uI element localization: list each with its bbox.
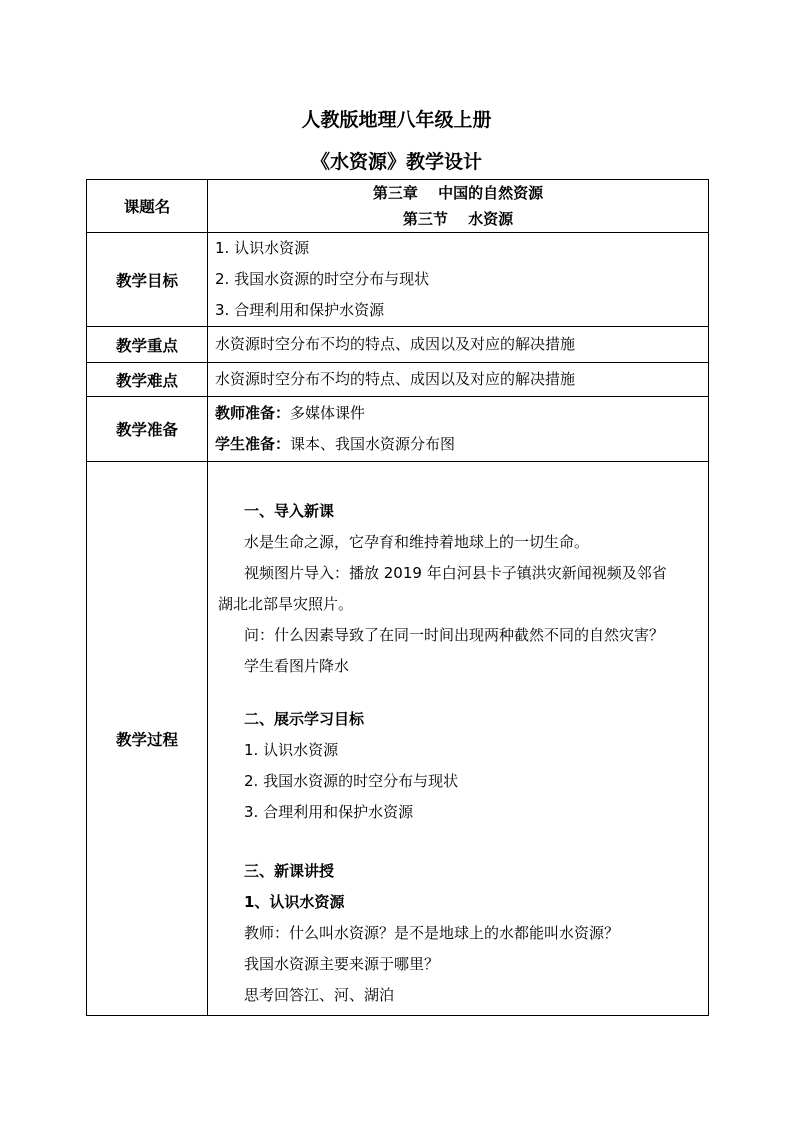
student-prep-label: 学生准备： (215, 435, 291, 453)
topic-label: 课题名 (87, 180, 208, 233)
key-text: 水资源时空分布不均的特点、成因以及对应的解决措施 (215, 335, 576, 353)
difficulty-label: 教学难点 (87, 363, 208, 397)
section-heading: 一、导入新课 (244, 502, 335, 520)
table-row-goals (87, 233, 709, 327)
paragraph: 湖北北部旱灾照片。 (218, 595, 354, 613)
difficulty-text: 水资源时空分布不均的特点、成因以及对应的解决措施 (215, 370, 576, 388)
difficulty-cell (208, 363, 709, 397)
key-cell (208, 327, 709, 363)
table-row-process (87, 462, 709, 1016)
section-title: 第三节 水资源 (402, 210, 514, 228)
section-heading: 三、新课讲授 (244, 862, 335, 880)
goals-label: 教学目标 (87, 233, 208, 327)
list-item: 3. 合理利用和保护水资源 (244, 803, 414, 821)
paragraph: 视频图片导入：播放 2019 年白河县卡子镇洪灾新闻视频及邻省 (244, 564, 667, 582)
paragraph: 学生看图片降水 (244, 657, 350, 675)
lesson-plan-table (86, 179, 709, 1016)
section-heading: 二、展示学习目标 (244, 710, 365, 728)
teacher-prep-label: 教师准备： (215, 404, 291, 422)
table-row-prep (87, 397, 709, 462)
goal-item: 2. 我国水资源的时空分布与现状 (215, 270, 430, 288)
table-row-key (87, 327, 709, 363)
chapter-title: 第三章 中国的自然资源 (372, 184, 544, 202)
topic-cell (208, 180, 709, 233)
document-subtitle: 《水资源》教学设计 (310, 151, 482, 173)
paragraph: 思考回答江、河、湖泊 (244, 986, 395, 1004)
list-item: 2. 我国水资源的时空分布与现状 (244, 772, 459, 790)
process-cell (208, 462, 709, 1016)
document-title: 人教版地理八年级上册 (301, 109, 492, 131)
teacher-prep (208, 398, 708, 429)
student-prep (208, 429, 708, 460)
list-item: 1. 认识水资源 (244, 741, 339, 759)
goal-item: 1. 认识水资源 (215, 239, 310, 257)
table-row-difficulty (87, 363, 709, 397)
subsection-heading: 1、认识水资源 (244, 893, 345, 911)
paragraph: 我国水资源主要来源于哪里？ (244, 955, 440, 973)
teacher-prep-text: 多媒体课件 (290, 404, 366, 422)
table-row-topic (87, 180, 709, 233)
paragraph: 教师：什么叫水资源？是不是地球上的水都能叫水资源？ (244, 924, 620, 942)
goal-item: 3. 合理利用和保护水资源 (215, 301, 385, 319)
paragraph: 问：什么因素导致了在同一时间出现两种截然不同的自然灾害？ (244, 626, 665, 644)
prep-cell (208, 397, 709, 462)
process-label: 教学过程 (87, 462, 208, 1016)
goals-cell (208, 233, 709, 327)
key-label: 教学重点 (87, 327, 208, 363)
prep-label: 教学准备 (87, 397, 208, 462)
student-prep-text: 课本、我国水资源分布图 (290, 435, 456, 453)
paragraph: 水是生命之源，它孕育和维持着地球上的一切生命。 (244, 533, 590, 551)
